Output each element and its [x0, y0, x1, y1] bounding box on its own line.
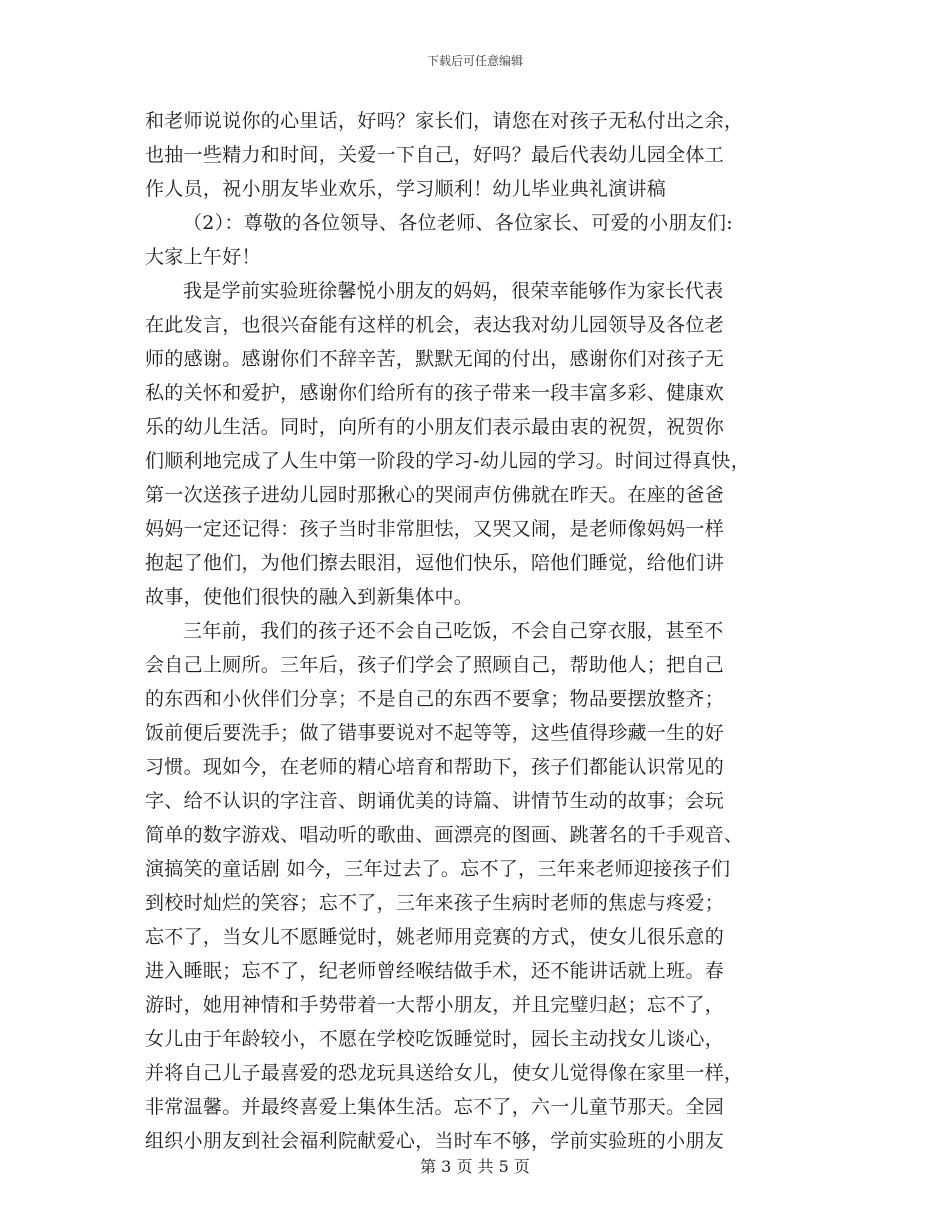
- text-line: 组织小朋友到社会福利院献爱心，当时车不够，学前实验班的小朋友: [145, 1130, 725, 1152]
- text-line: 进入睡眠；忘不了，纪老师曾经喉结做手术，还不能讲话就上班。春: [145, 960, 725, 982]
- text-line: 抱起了他们，为他们擦去眼泪，逗他们快乐，陪他们睡觉，给他们讲: [145, 552, 725, 574]
- text-line: 字、给不认识的字注音、朗诵优美的诗篇、讲情节生动的故事；会玩: [145, 790, 725, 812]
- text-line: 在此发言，也很兴奋能有这样的机会，表达我对幼儿园领导及各位老: [145, 314, 725, 336]
- page-footer: 第 3 页 共 5 页: [420, 1157, 530, 1176]
- text-line: 和老师说说你的心里话，好吗？家长们，请您在对孩子无私付出之余，: [145, 110, 744, 132]
- text-line: 师的感谢。感谢你们不辞辛苦，默默无闻的付出，感谢你们对孩子无: [145, 348, 725, 370]
- document-body: [145, 104, 805, 1158]
- text-line: 作人员，祝小朋友毕业欢乐，学习顺利！幼儿毕业典礼演讲稿: [145, 178, 667, 200]
- text-line: 们顺利地完成了人生中第一阶段的学习-幼儿园的学习。时间过得真快，: [145, 450, 751, 472]
- text-line: （2）：尊敬的各位领导、各位老师、各位家长、可爱的小朋友们:: [183, 212, 733, 234]
- text-line: 大家上午好！: [145, 246, 261, 268]
- text-line: 习惯。现如今，在老师的精心培育和帮助下，孩子们都能认识常见的: [145, 756, 725, 778]
- page-header: 下载后可任意编辑: [426, 54, 523, 68]
- text-line: 我是学前实验班徐馨悦小朋友的妈妈，很荣幸能够作为家长代表: [183, 280, 724, 302]
- text-line: 并将自己儿子最喜爱的恐龙玩具送给女儿，使女儿觉得像在家里一样，: [145, 1062, 744, 1084]
- text-line: 的东西和小伙伴们分享；不是自己的东西不要拿；物品要摆放整齐；: [145, 688, 725, 710]
- text-line: 饭前便后要洗手；做了错事要说对不起等等，这些值得珍藏一生的好: [145, 722, 725, 744]
- text-line: 故事，使他们很快的融入到新集体中。: [145, 586, 474, 608]
- text-line: 简单的数字游戏、唱动听的歌曲、画漂亮的图画、跳著名的千手观音、: [145, 824, 744, 846]
- text-line: 会自己上厕所。三年后，孩子们学会了照顾自己，帮助他人；把自己: [145, 654, 725, 676]
- text-line: 第一次送孩子进幼儿园时那揪心的哭闹声仿佛就在昨天。在座的爸爸: [145, 484, 725, 506]
- text-line: 忘不了，当女儿不愿睡觉时，姚老师用竞赛的方式，使女儿很乐意的: [145, 926, 725, 948]
- text-line: 游时，她用神情和手势带着一大帮小朋友，并且完璧归赵；忘不了，: [145, 994, 725, 1016]
- text-line: 到校时灿烂的笑容；忘不了，三年来孩子生病时老师的焦虑与疼爱；: [145, 892, 725, 914]
- text-line: 乐的幼儿生活。同时，向所有的小朋友们表示最由衷的祝贺，祝贺你: [145, 416, 725, 438]
- text-line: 私的关怀和爱护，感谢你们给所有的孩子带来一段丰富多彩、健康欢: [145, 382, 725, 404]
- text-line: 三年前，我们的孩子还不会自己吃饭，不会自己穿衣服，甚至不: [183, 620, 724, 642]
- text-line: 也抽一些精力和时间，关爱一下自己，好吗？最后代表幼儿园全体工: [145, 144, 725, 166]
- text-line: 非常温馨。并最终喜爱上集体生活。忘不了，六一儿童节那天。全园: [145, 1096, 725, 1118]
- text-line: 妈妈一定还记得：孩子当时非常胆怯，又哭又闹，是老师像妈妈一样: [145, 518, 725, 540]
- text-line: 演搞笑的童话剧 如今，三年过去了。忘不了，三年来老师迎接孩子们: [145, 858, 731, 880]
- text-line: 女儿由于年龄较小，不愿在学校吃饭睡觉时，园长主动找女儿谈心，: [145, 1028, 725, 1050]
